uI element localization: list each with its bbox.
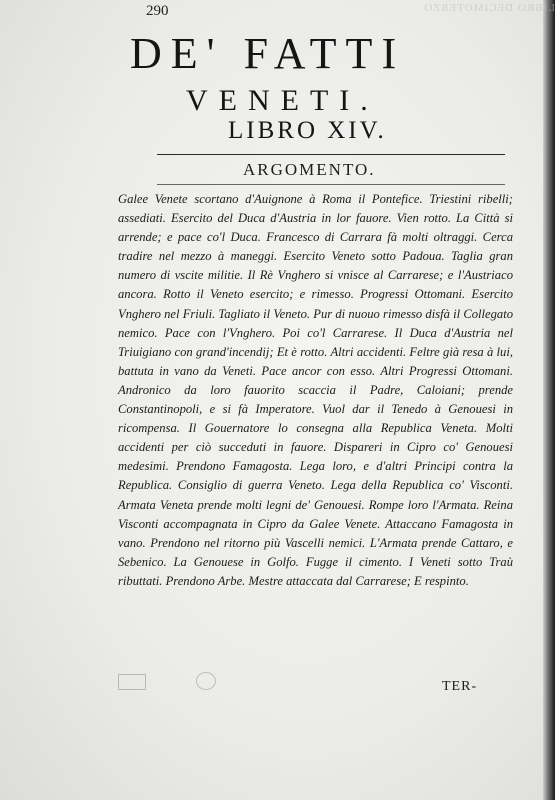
page-number: 290 bbox=[146, 3, 169, 19]
library-stamp-round bbox=[196, 672, 216, 690]
library-stamp bbox=[118, 674, 146, 690]
heading-rule-top bbox=[157, 154, 505, 155]
title-main: DE' FATTI bbox=[130, 29, 406, 78]
title-sub: VENETI. bbox=[186, 84, 379, 117]
section-heading: ARGOMENTO. bbox=[243, 160, 376, 179]
bleed-through-text: LIBRO DECIMOTERZO bbox=[423, 2, 555, 14]
page-binding-shadow bbox=[543, 0, 555, 800]
heading-rule-bottom bbox=[157, 184, 505, 185]
book-number: LIBRO XIV. bbox=[228, 117, 387, 144]
argument-paragraph: Galee Venete scortano d'Auignone à Roma il Pontefice. Triestini ribelli; assediati. Esercito del Duca d'Austria in lor fauore. Vien rotto. La Città si arrende; e pace co'l Duca. Francesco di Carrara fà molti oltraggi. Cerca tradire nel mezzo à maneggi. Esercito Veneto sotto Padoua. Taglia gran numero di vscite militie. Il Rè Vnghero si vnisce al Carrarese; e l'Austriaco ancora. Rotto il Veneto esercito; e rimesso. Progressi Ottomani. Esercito Vnghero nel Friuli. Tagliato il Veneto. Pur di nuouo rimesso disfà il Collegato nemico. Pace con l'Vnghero. Poi co'l Carrarese. Il Duca d'Austria nel Triuigiano con grand'incendij; Et è rotto. Altri accidenti. Feltre già resa à lui, battuta in vano da Veneti. Pace ancor con esso. Altri Progressi Ottomani. Andronico da loro fauorito scaccia il Padre, Caloiani; prende Constantinopoli, e si fà Imperatore. Vuol dar il Tenedo à Genouesi in ricompensa. Il Gouernatore lo consegna alla Republica Veneta. Molti accidenti per ciò succeduti in fauore. Dispareri in Cipro co' Genouesi medesimi. Prendono Famagosta. Lega loro, e d'altri Principi contra la Republica. Consiglio di guerra Veneto. Lega della Republica co' Visconti. Armata Veneta prende molti legni de' Genouesi. Rompe loro l'Armata. Reina Visconti accompagnata in Cipro da Galee Venete. Attaccano Famagosta in vano. Prendono nel ritorno più Vascelli nemici. L'Armata prende Cattaro, e Sebenico. La Genouese in Golfo. Fugge il cimento. I Veneti sotto Traù ributtati. Prendono Arbe. Mestre attaccata dal Carrarese; E respinto. bbox=[118, 192, 513, 588]
catchword: TER- bbox=[442, 679, 478, 694]
